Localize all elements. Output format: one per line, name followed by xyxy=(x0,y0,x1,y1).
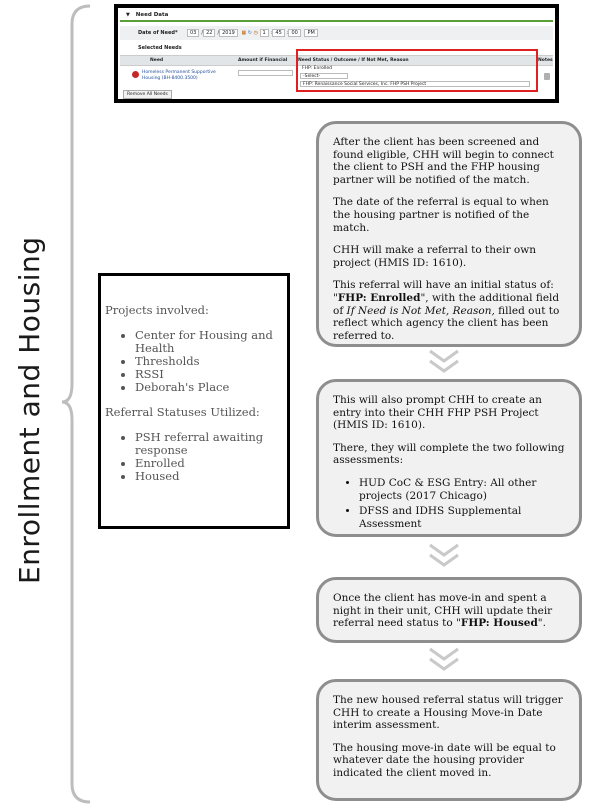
delete-icon[interactable] xyxy=(132,71,139,78)
selected-needs-label: Selected Needs xyxy=(138,45,182,51)
date-of-need-field[interactable]: 03 22 2019 ▦ ↻ ◷ 1 45 00 PM xyxy=(187,29,320,37)
remove-all-needs-button[interactable]: Remove All Needs xyxy=(123,90,172,99)
list-item: • PSH referral awaiting response xyxy=(135,431,281,457)
list-item: • DFSS and IDHS Supplemental Assessment xyxy=(359,505,569,530)
step-4-text: The housing move-in date will be equal to whatever date the housing provider indicated the client moved in. xyxy=(333,741,556,779)
list-item: • Enrolled xyxy=(135,457,281,470)
clock-icon[interactable]: ◷ xyxy=(253,30,258,36)
step-2-text: There, they will complete the two following assessments: xyxy=(333,441,565,467)
list-item: • Housed xyxy=(135,470,281,483)
reason-select[interactable]: FHP: Renaissance Social Services, Inc. FHP PSH Project xyxy=(300,81,530,87)
column-notes: Notes xyxy=(538,58,553,63)
statuses-heading: Referral Statuses Utilized: xyxy=(105,405,260,419)
list-item: • Center for Housing and Health xyxy=(135,329,281,355)
step-1-box xyxy=(316,121,582,347)
projects-list xyxy=(105,329,281,394)
step-2-text: This will also prompt CHH to create an entry into their CHH FHP PSH Project (HMIS ID: 1610). xyxy=(333,394,542,432)
assessment-list xyxy=(333,477,569,530)
hmis-screenshot xyxy=(114,4,559,103)
column-amount: Amount if Financial xyxy=(238,58,288,63)
down-arrow-icon xyxy=(428,543,460,571)
refresh-icon[interactable]: ↻ xyxy=(247,30,252,36)
statuses-list xyxy=(105,431,281,483)
step-1-text: This referral will have an initial status of: "FHP: Enrolled", with the additional field of If Need is Not Met, Reason, filled out to reflect which agency the client has been referred to. xyxy=(333,279,560,342)
need-data-header[interactable]: ▼ Need Data xyxy=(120,10,553,22)
notes-icon[interactable] xyxy=(544,73,550,80)
date-of-need-label: Date of Need* xyxy=(138,30,178,36)
down-arrow-icon xyxy=(428,349,460,377)
highlight-box xyxy=(296,49,538,92)
amount-input[interactable] xyxy=(238,70,293,76)
step-1-text: CHH will make a referral to their own project (HMIS ID: 1610). xyxy=(333,244,537,269)
projects-box xyxy=(98,273,290,529)
collapse-triangle-icon[interactable]: ▼ xyxy=(126,12,130,18)
step-2-box xyxy=(316,379,582,537)
down-arrow-icon xyxy=(428,647,460,675)
step-1-text: The date of the referral is equal to when the housing partner is notified of the match. xyxy=(333,196,549,234)
calendar-icon[interactable]: ▦ xyxy=(241,30,247,36)
status-value: FHP: Enrolled xyxy=(302,66,332,71)
section-title: Enrollment and Housing xyxy=(13,236,46,584)
step-1-text: After the client has been screened and found eligible, CHH will begin to connect the client to PSH and the FHP housing partner will be notified of the match. xyxy=(333,136,554,186)
section-brace xyxy=(58,4,98,804)
list-item: • Deborah's Place xyxy=(135,381,281,394)
list-item: • HUD CoC & ESG Entry: All other projects (2017 Chicago) xyxy=(359,477,569,502)
list-item: • Thresholds xyxy=(135,355,281,368)
step-3-text: Once the client has move-in and spent a night in their unit, CHH will update their referral need status to "FHP: Housed". xyxy=(333,592,553,630)
step-3-box xyxy=(316,577,582,643)
column-need: Need xyxy=(150,58,164,63)
need-name[interactable]: Homeless Permanent Supportive Housing (BH-8400.3500) xyxy=(142,70,216,81)
step-4-box xyxy=(316,679,582,801)
column-status: Need Status / Outcome / If Not Met, Reason xyxy=(298,58,409,63)
outcome-select[interactable]: -Select- xyxy=(300,73,348,79)
list-item: • RSSI xyxy=(135,368,281,381)
date-of-need-row xyxy=(120,26,553,40)
step-4-text: The new housed referral status will trigger CHH to create a Housing Move-in Date interim assessment. xyxy=(333,694,563,732)
projects-heading: Projects involved: xyxy=(105,303,209,317)
